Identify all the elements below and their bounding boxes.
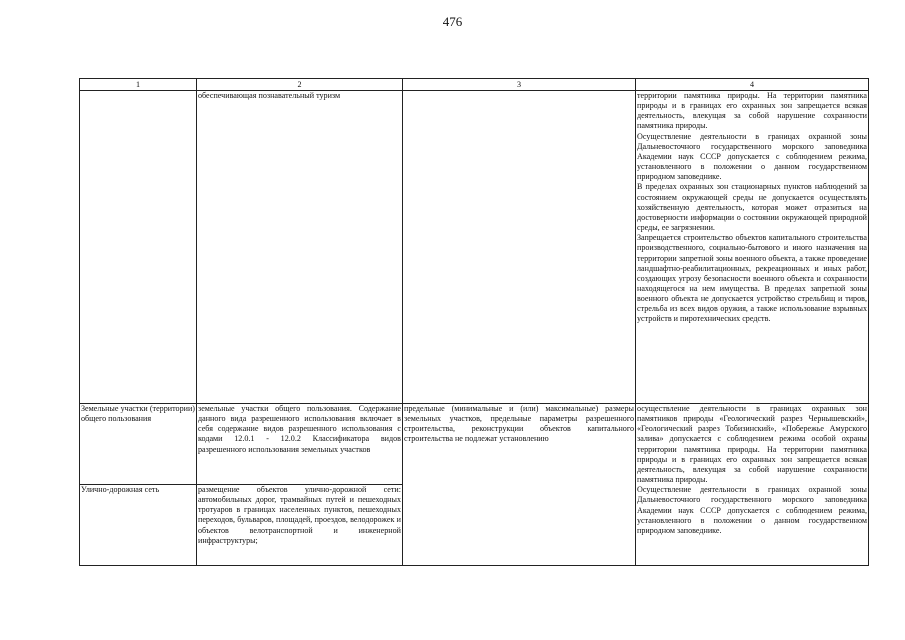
use-description-text: обеспечивающая познавательный туризм bbox=[198, 91, 341, 100]
cell-restrictions bbox=[636, 91, 869, 404]
cell-use-description bbox=[197, 404, 403, 485]
cell-use-description bbox=[197, 91, 403, 404]
restriction-paragraph: территории памятника природы. На территории памятника природы и в границах его охранных зон запрещается всякая деятельность, влекущая за собой нарушение сохранности памятника природы. bbox=[637, 91, 867, 131]
use-description-text: земельные участки общего пользования. Содержание данного вида разрешенного использования включает в себя содержание видов разрешенного использования с кодами 12.0.1 - 12.0.2 Классификатора видов разрешенного использования земельных участков bbox=[198, 404, 401, 454]
cell-use-type bbox=[80, 91, 197, 404]
use-type-name: Улично-дорожная сеть bbox=[81, 485, 160, 494]
restriction-paragraph: Запрещается строительство объектов капитального строительства производственного, социально-бытового и иного назначения на территории запретной зоны военного объекта, а также проведение ландшафтно-реабилитационных, рекреационных и иных работ, создающих угрозу безопасности военного объекта и сохранности находящегося на нем имущества. В пределах запретной зоны военного объекта не допускается устройство стрельбищ и тиров, стрельба из всех видов оружия, а также использование взрывных устройств и пиротехнических средств. bbox=[637, 233, 867, 324]
page-number: 476 bbox=[442, 14, 463, 29]
column-number: 1 bbox=[80, 79, 197, 91]
column-number-row bbox=[80, 79, 869, 91]
restriction-paragraph: осуществление деятельности в границах охранных зон памятников природы «Геологический разрез Чернышевский», «Геологический разрез Тобизинский», «Побережье Амурского залива» допускается с соблюдением режима особой охраны территории памятника природы. На территории памятника природы и в границах его охранных зон запрещается всякая деятельность, влекущая за собой нарушение сохранности памятника природы. bbox=[637, 404, 867, 485]
table-row-common-use bbox=[80, 404, 869, 485]
land-use-table bbox=[79, 78, 869, 566]
restriction-paragraph: Осуществление деятельности в границах охранной зоны Дальневосточного государственного морского заповедника Академии наук СССР допускается с соблюдением режима, установленного в положении о данном государственном природном заповеднике. bbox=[637, 485, 867, 535]
column-number: 4 bbox=[636, 79, 869, 91]
restriction-paragraph: Осуществление деятельности в границах охранной зоны Дальневосточного государственного морского заповедника Академии наук СССР допускается с соблюдением режима, установленного в положении о данном государственном природном заповеднике. bbox=[637, 131, 867, 182]
cell-use-type bbox=[80, 485, 197, 566]
parameters-text: предельные (минимальные и (или) максимальные) размеры земельных участков, предельные параметры разрешенного строительства, реконструкции объектов капитального строительства не подлежат установлению bbox=[404, 404, 634, 444]
use-type-name: Земельные участки (территории) общего пользования bbox=[81, 404, 195, 424]
column-number: 3 bbox=[403, 79, 636, 91]
use-description-text: размещение объектов улично-дорожной сети: автомобильных дорог, трамвайных путей и пешеходных тротуаров в границах населенных пунктов, пешеходных переходов, бульваров, площадей, проездов, велодорожек и объектов велотранспортной и инженерной инфраструктуры; bbox=[198, 485, 401, 545]
cell-parameters bbox=[403, 91, 636, 404]
cell-restrictions bbox=[636, 404, 869, 566]
cell-parameters bbox=[403, 404, 636, 566]
column-number: 2 bbox=[197, 79, 403, 91]
table-row-continuation bbox=[80, 91, 869, 404]
restriction-paragraph: В пределах охранных зон стационарных пунктов наблюдений за состоянием окружающей среды не допускается осуществлять хозяйственную деятельность, которая может отразиться на достоверности информации о состоянии окружающей природной среды, ее загрязнении. bbox=[637, 182, 867, 233]
cell-use-description bbox=[197, 485, 403, 566]
cell-use-type bbox=[80, 404, 197, 485]
